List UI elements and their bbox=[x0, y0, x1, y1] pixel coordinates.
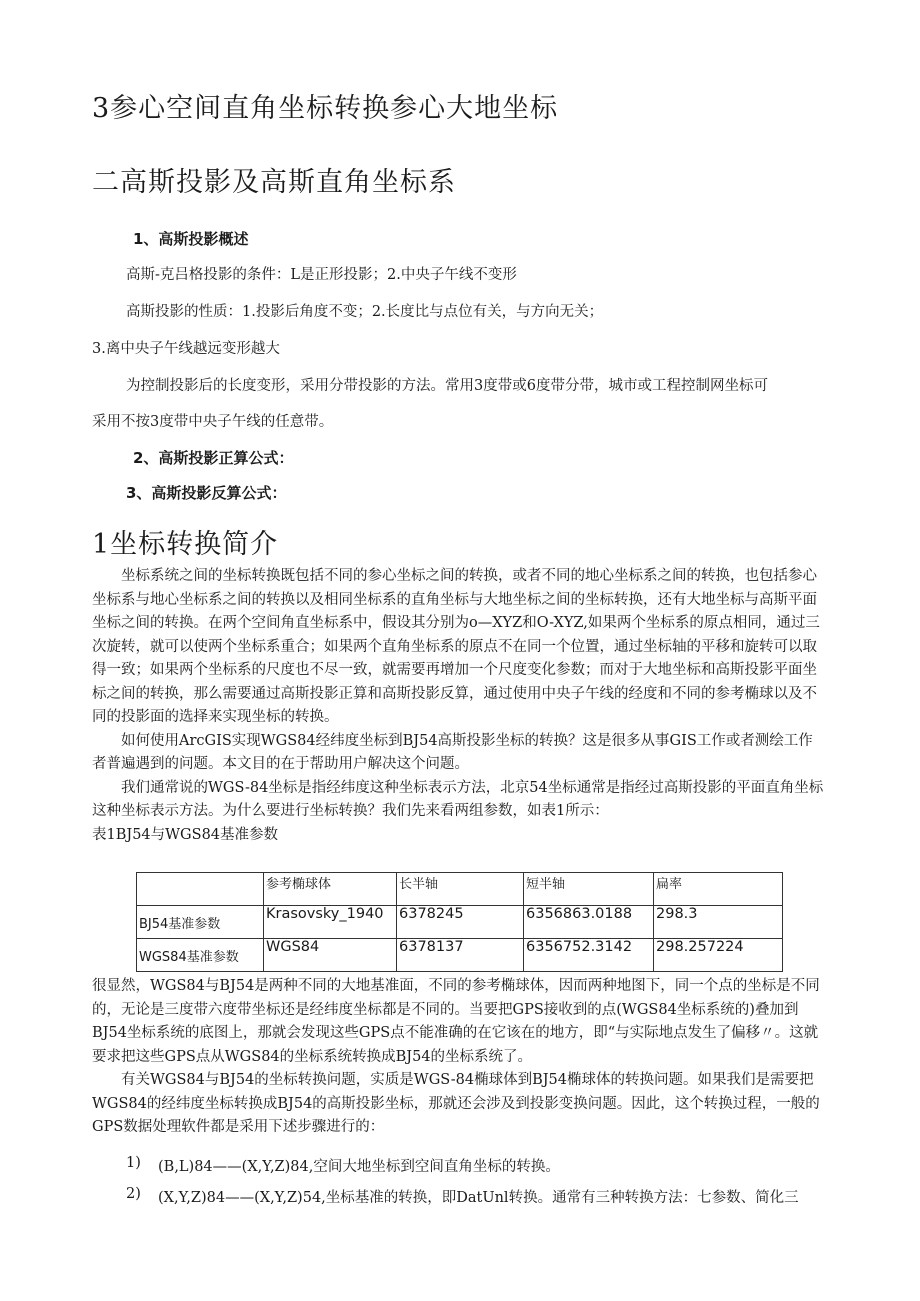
table-header-cell: 扁率 bbox=[654, 873, 783, 906]
table-header-row bbox=[137, 873, 783, 906]
table-cell: BJ54基准参数 bbox=[137, 906, 264, 939]
subheading-inverse-formula: 3、高斯投影反算公式： bbox=[126, 484, 287, 502]
subheading-forward-formula: 2、高斯投影正算公式： bbox=[133, 449, 294, 467]
table-caption: 表1BJ54与WGS84基准参数 bbox=[92, 826, 279, 843]
paragraph-gauss-condition: 高斯-克吕格投影的条件：L是正形投影；2.中央子午线不变形 bbox=[126, 267, 517, 283]
intro-section bbox=[92, 565, 827, 847]
after-paragraph-1: 很显然，WGS84与BJ54是两种不同的大地基准面，不同的参考椭球体，因而两种地图下，同一个点的坐标是不同的，无论是三度带六度带坐标还是经纬度坐标都是不同的。当要把GPS接收到的点(WGS84坐标系统的)叠加到BJ54坐标系统的底图上，那就会发现这些GPS点不能准确的在它该在的地方，即“与实际地点发生了偏移〃。这就要求把这些GPS点从WGS84的坐标系统转换成BJ54的坐标系统了。 bbox=[92, 978, 820, 1065]
paragraph-gauss-property: 高斯投影的性质：1.投影后角度不变；2.长度比与点位有关，与方向无关； bbox=[126, 304, 604, 320]
table-cell: 6356752.3142 bbox=[524, 939, 654, 972]
table-cell: 6378245 bbox=[397, 906, 524, 939]
heading-coordinate-intro: 1坐标转换简介 bbox=[92, 529, 279, 560]
table-header-cell: 短半轴 bbox=[524, 873, 654, 906]
table-cell: 6356863.0188 bbox=[524, 906, 654, 939]
subheading-gauss-overview: 1、高斯投影概述 bbox=[133, 230, 249, 248]
intro-paragraph-1: 坐标系统之间的坐标转换既包括不同的参心坐标之间的转换，或者不同的地心坐标系之间的转换，也包括参心坐标系与地心坐标系之间的转换以及相同坐标系的直角坐标与大地坐标之间的坐标转换，还有大地坐标与高斯平面坐标之间的转换。在两个空间角直坐标系中，假设其分别为o—XYZ和O-XYZ,如果两个坐标系的原点相同，通过三次旋转，就可以使两个坐标系重合；如果两个直角坐标系的原点不在同一个位置，通过坐标轴的平移和旋转可以取得一致；如果两个坐标系的尺度也不尽一致，就需要再增加一个尺度变化参数；而对于大地坐标和高斯投影平面坐标之间的转换，那么需要通过高斯投影正算和高斯投影反算，通过使用中央子午线的经度和不同的参考椭球以及不同的投影面的选择来实现坐标的转换。 bbox=[92, 568, 820, 725]
step-1-number: 1) bbox=[126, 1155, 141, 1171]
step-2-number: 2) bbox=[126, 1186, 141, 1202]
table-cell: WGS84基准参数 bbox=[137, 939, 264, 972]
table-cell: 298.257224 bbox=[654, 939, 783, 972]
table-cell: WGS84 bbox=[264, 939, 397, 972]
table-header-cell: 参考椭球体 bbox=[264, 873, 397, 906]
after-paragraph-2: 有关WGS84与BJ54的坐标转换问题，实质是WGS-84椭球体到BJ54椭球体的转换问题。如果我们是需要把WGS84的经纬度坐标转换成BJ54的高斯投影坐标，那就还会涉及到投影变换问题。因此，这个转换过程，一般的GPS数据处理软件都是采用下述步骤进行的： bbox=[92, 1072, 820, 1135]
heading-gauss-projection: 二高斯投影及高斯直角坐标系 bbox=[92, 167, 456, 198]
step-1-text: (B,L)84——(X,Y,Z)84,空间大地坐标到空间直角坐标的转换。 bbox=[158, 1159, 560, 1175]
table-header-cell bbox=[137, 873, 264, 906]
table-cell: Krasovsky_1940 bbox=[264, 906, 397, 939]
table-row bbox=[137, 939, 783, 972]
after-table-section bbox=[92, 975, 827, 1140]
table-row bbox=[137, 906, 783, 939]
intro-paragraph-2: 如何使用ArcGIS实现WGS84经纬度坐标到BJ54高斯投影坐标的转换？这是很多从事GIS工作或者测绘工作者普遍遇到的问题。本文目的在于帮助用户解决这个问题。 bbox=[92, 732, 813, 772]
table-cell: 6378137 bbox=[397, 939, 524, 972]
paragraph-gauss-property-cont: 3.离中央子午线越远变形越大 bbox=[92, 341, 280, 357]
paragraph-zone-division-cont: 采用不按3度带中央子午线的任意带。 bbox=[92, 414, 334, 430]
heading-geocentric-conversion: 3参心空间直角坐标转换参心大地坐标 bbox=[92, 93, 559, 124]
table-header-cell: 长半轴 bbox=[397, 873, 524, 906]
paragraph-zone-division: 为控制投影后的长度变形，采用分带投影的方法。常用3度带或6度带分带，城市或工程控制网坐标可 bbox=[126, 378, 768, 394]
datum-parameter-table bbox=[136, 872, 783, 972]
step-2-text: (X,Y,Z)84——(X,Y,Z)54,坐标基准的转换，即DatUnl转换。通常有三种转换方法：七参数、简化三 bbox=[158, 1190, 799, 1206]
table-cell: 298.3 bbox=[654, 906, 783, 939]
intro-paragraph-3: 我们通常说的WGS-84坐标是指经纬度这种坐标表示方法，北京54坐标通常是指经过高斯投影的平面直角坐标这种坐标表示方法。为什么要进行坐标转换？我们先来看两组参数，如表1所示： bbox=[92, 779, 824, 819]
